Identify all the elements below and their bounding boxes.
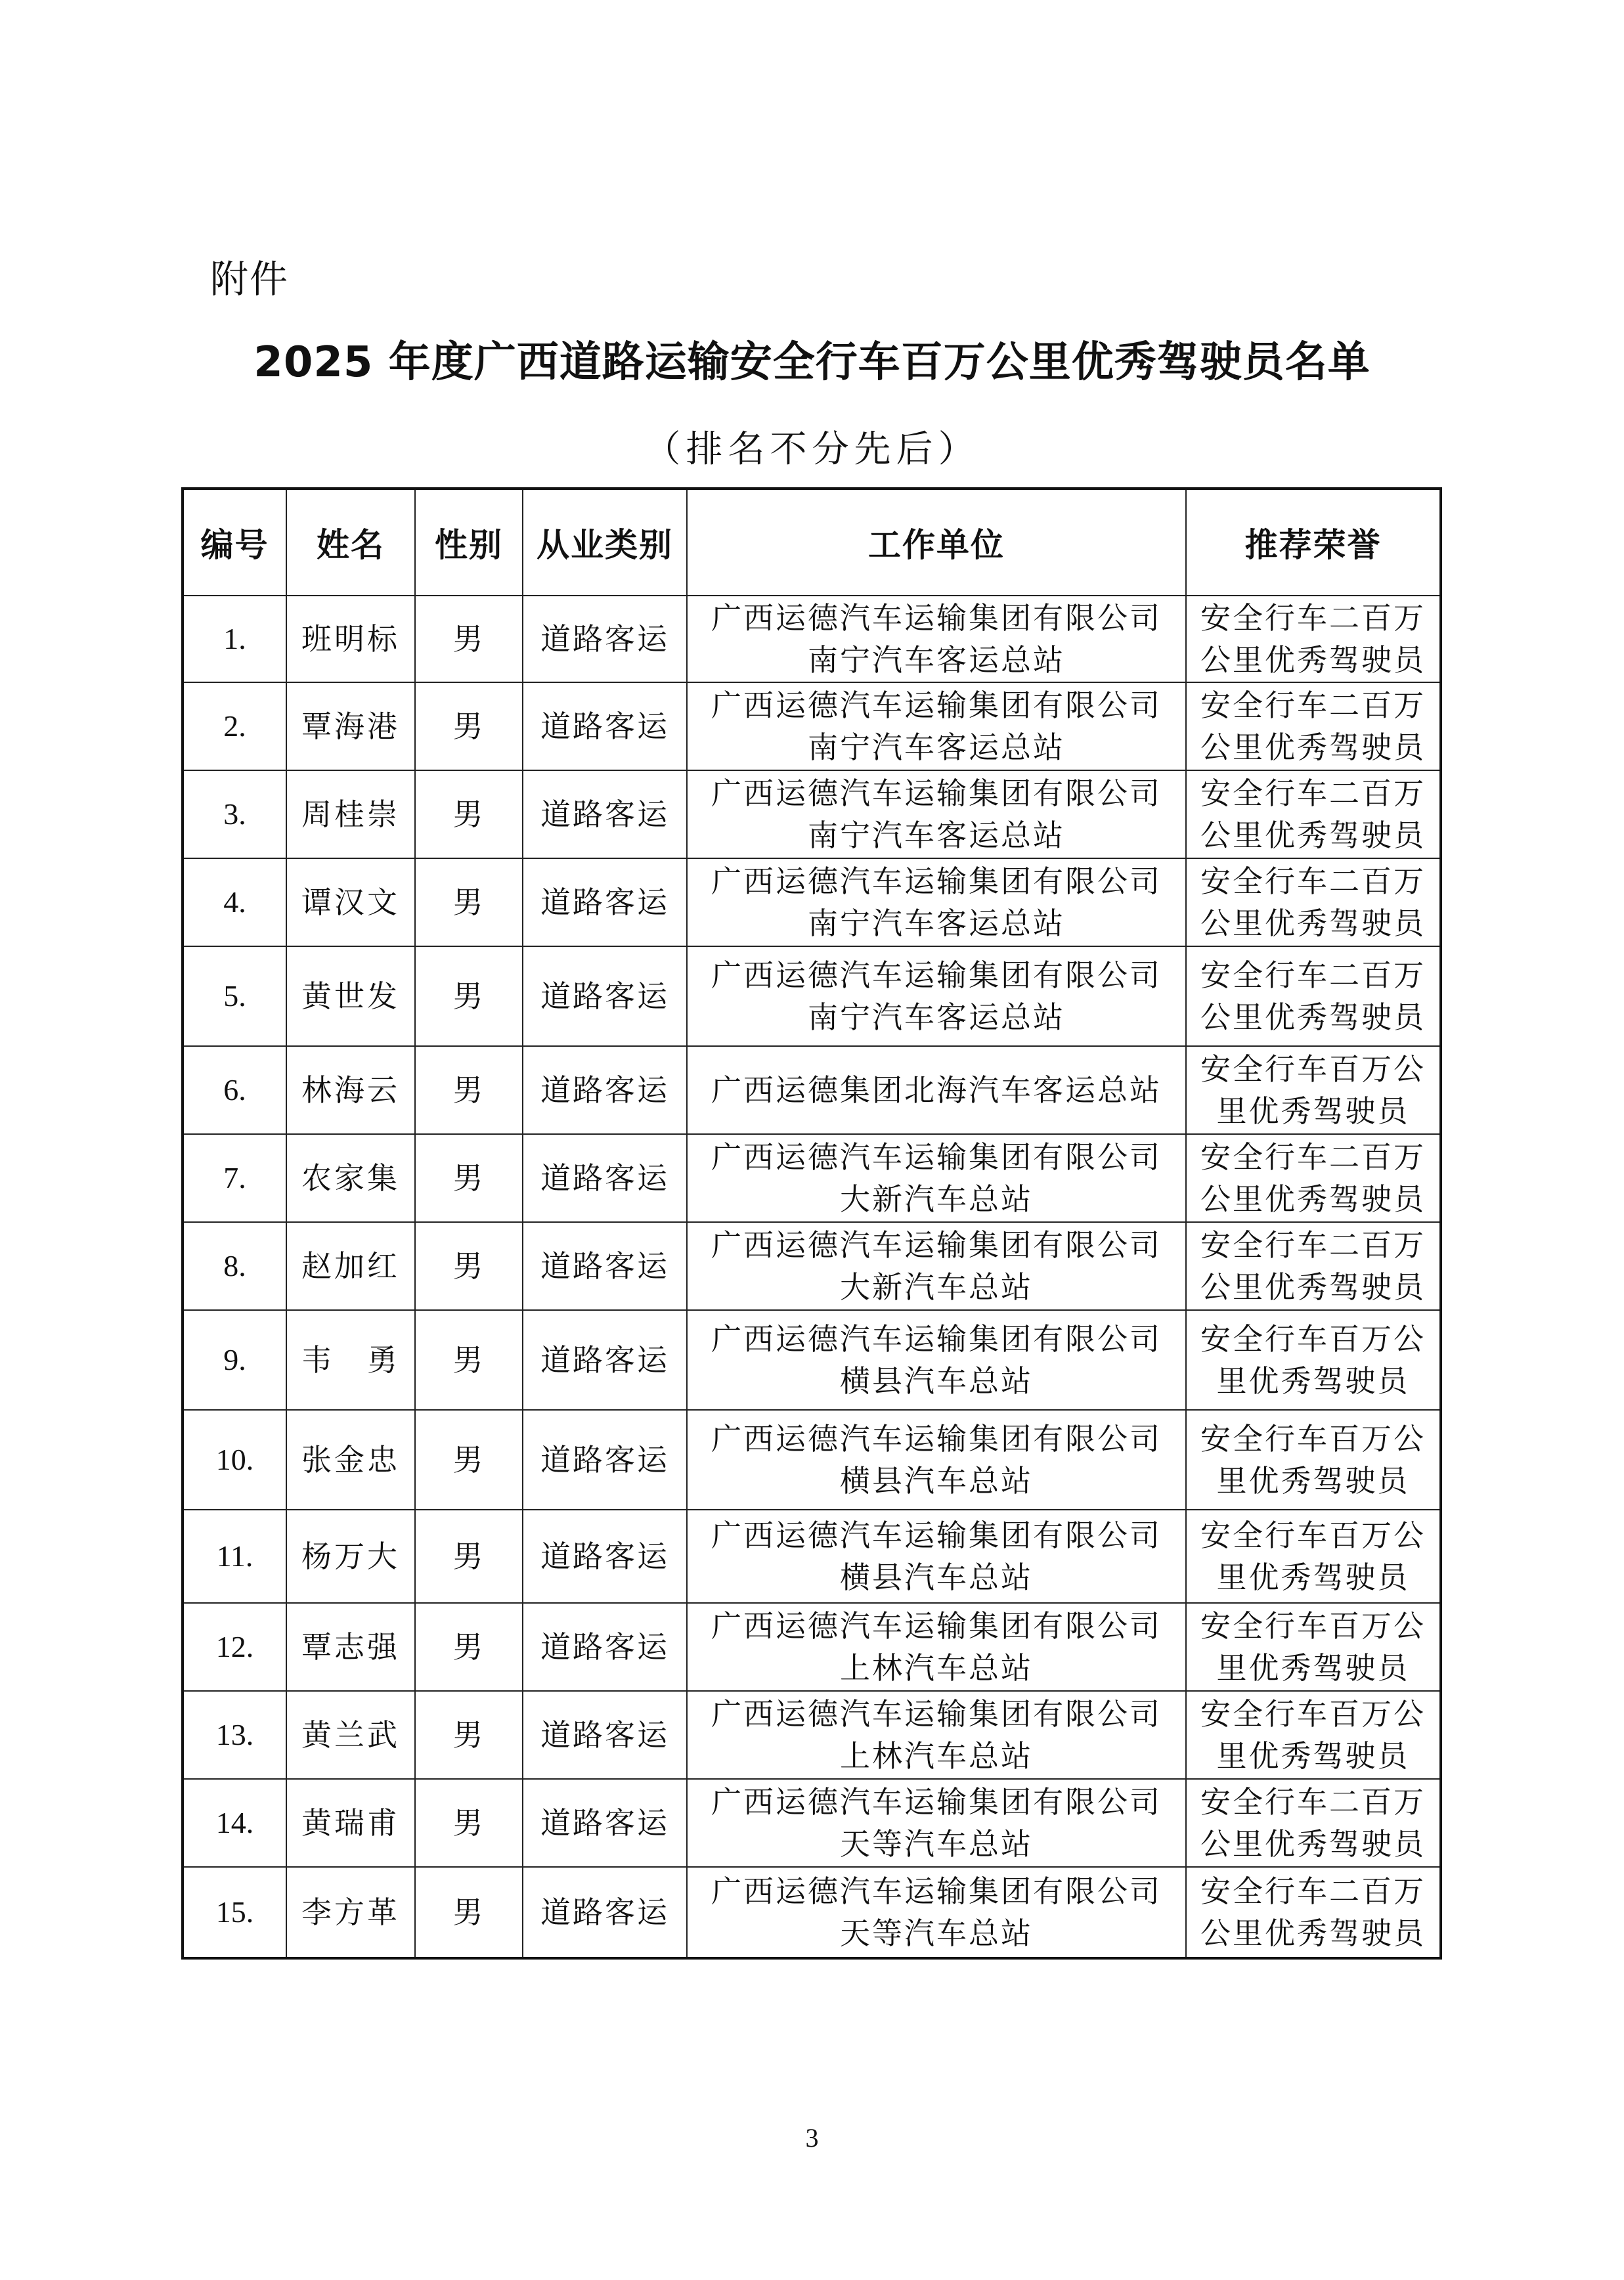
- row-number: 3.: [183, 770, 286, 858]
- driver-gender: 男: [415, 946, 523, 1046]
- document-subtitle: （排名不分先后）: [644, 428, 980, 471]
- table-row: [183, 1310, 1441, 1410]
- honor-line: 里优秀驾驶员: [1216, 1738, 1410, 1774]
- row-number: 4.: [183, 858, 286, 946]
- honor-line: 公里优秀驾驶员: [1200, 730, 1426, 765]
- work-unit-line: 广西运德汽车运输集团有限公司: [711, 688, 1162, 723]
- table-row: [183, 770, 1441, 858]
- driver-gender: 男: [415, 858, 523, 946]
- driver-gender: 男: [415, 1867, 523, 1958]
- work-unit-line: 南宁汽车客运总站: [808, 906, 1065, 941]
- driver-category: 道路客运: [523, 1510, 687, 1603]
- driver-gender: 男: [415, 1691, 523, 1779]
- page-number: 3: [805, 2123, 819, 2153]
- driver-gender: 男: [415, 1510, 523, 1603]
- recommended-honor: [1186, 682, 1441, 770]
- row-number: 8.: [183, 1222, 286, 1310]
- driver-category: 道路客运: [523, 1410, 687, 1510]
- driver-name: 农家集: [286, 1134, 415, 1222]
- honor-line: 公里优秀驾驶员: [1200, 906, 1426, 941]
- header-category: 从业类别: [523, 489, 687, 596]
- honor-line: 安全行车二百万: [1200, 1874, 1426, 1909]
- honor-line: 公里优秀驾驶员: [1200, 1916, 1426, 1951]
- work-unit: [687, 770, 1186, 858]
- driver-gender: 男: [415, 1310, 523, 1410]
- table-row: [183, 1510, 1441, 1603]
- row-number: 7.: [183, 1134, 286, 1222]
- work-unit-line: 南宁汽车客运总站: [808, 818, 1065, 853]
- driver-name: 覃海港: [286, 682, 415, 770]
- work-unit-line: 广西运德汽车运输集团有限公司: [711, 1874, 1162, 1909]
- honor-line: 安全行车百万公: [1200, 1321, 1426, 1357]
- document-title: 2025 年度广西道路运输安全行车百万公里优秀驾驶员名单: [253, 338, 1371, 387]
- recommended-honor: [1186, 1134, 1441, 1222]
- driver-name: 谭汉文: [286, 858, 415, 946]
- work-unit-line: 广西运德汽车运输集团有限公司: [711, 1421, 1162, 1457]
- recommended-honor: [1186, 858, 1441, 946]
- driver-gender: 男: [415, 1779, 523, 1867]
- honor-line: 安全行车百万公: [1200, 1421, 1426, 1457]
- driver-category: 道路客运: [523, 1046, 687, 1134]
- honor-line: 安全行车百万公: [1200, 1051, 1426, 1087]
- work-unit-line: 南宁汽车客运总站: [808, 999, 1065, 1035]
- driver-gender: 男: [415, 1046, 523, 1134]
- work-unit-line: 南宁汽车客运总站: [808, 642, 1065, 678]
- work-unit-line: 广西运德汽车运输集团有限公司: [711, 864, 1162, 899]
- honor-line: 里优秀驾驶员: [1216, 1093, 1410, 1129]
- table-row: [183, 1691, 1441, 1779]
- driver-category: 道路客运: [523, 682, 687, 770]
- driver-name: 赵加红: [286, 1222, 415, 1310]
- driver-name: 覃志强: [286, 1603, 415, 1691]
- table-row: [183, 1867, 1441, 1958]
- header-number: 编号: [183, 489, 286, 596]
- table-row: [183, 946, 1441, 1046]
- row-number: 10.: [183, 1410, 286, 1510]
- honor-line: 安全行车二百万: [1200, 1139, 1426, 1175]
- recommended-honor: [1186, 1410, 1441, 1510]
- table-row: [183, 1222, 1441, 1310]
- recommended-honor: [1186, 1046, 1441, 1134]
- driver-category: 道路客运: [523, 1310, 687, 1410]
- honor-line: 里优秀驾驶员: [1216, 1363, 1410, 1399]
- driver-name: 张金忠: [286, 1410, 415, 1510]
- work-unit-line: 上林汽车总站: [840, 1738, 1033, 1774]
- recommended-honor: [1186, 1222, 1441, 1310]
- driver-gender: 男: [415, 1410, 523, 1510]
- honor-line: 里优秀驾驶员: [1216, 1650, 1410, 1686]
- row-number: 1.: [183, 596, 286, 682]
- row-number: 14.: [183, 1779, 286, 1867]
- honor-line: 安全行车百万公: [1200, 1696, 1426, 1732]
- driver-category: 道路客运: [523, 858, 687, 946]
- honor-line: 公里优秀驾驶员: [1200, 642, 1426, 678]
- honor-line: 安全行车二百万: [1200, 957, 1426, 993]
- work-unit-line: 广西运德汽车运输集团有限公司: [711, 1518, 1162, 1553]
- honor-line: 公里优秀驾驶员: [1200, 1181, 1426, 1217]
- work-unit-line: 南宁汽车客运总站: [808, 730, 1065, 765]
- work-unit: [687, 1779, 1186, 1867]
- honor-line: 里优秀驾驶员: [1216, 1560, 1410, 1595]
- driver-name: 黄瑞甫: [286, 1779, 415, 1867]
- row-number: 6.: [183, 1046, 286, 1134]
- table-row: [183, 858, 1441, 946]
- honor-line: 安全行车百万公: [1200, 1518, 1426, 1553]
- work-unit-line: 广西运德汽车运输集团有限公司: [711, 1784, 1162, 1820]
- work-unit-line: 广西运德集团北海汽车客运总站: [711, 1072, 1162, 1108]
- driver-gender: 男: [415, 682, 523, 770]
- table-row: [183, 1603, 1441, 1691]
- driver-category: 道路客运: [523, 1867, 687, 1958]
- driver-roster-table: [181, 487, 1442, 1960]
- header-gender: 性别: [415, 489, 523, 596]
- driver-name: 韦 勇: [286, 1310, 415, 1410]
- driver-gender: 男: [415, 1134, 523, 1222]
- honor-line: 公里优秀驾驶员: [1200, 1826, 1426, 1862]
- honor-line: 安全行车二百万: [1200, 776, 1426, 811]
- recommended-honor: [1186, 1603, 1441, 1691]
- recommended-honor: [1186, 1691, 1441, 1779]
- table-header-row: [183, 489, 1441, 596]
- driver-name: 周桂崇: [286, 770, 415, 858]
- driver-gender: 男: [415, 1222, 523, 1310]
- honor-line: 安全行车百万公: [1200, 1608, 1426, 1644]
- work-unit-line: 横县汽车总站: [840, 1560, 1033, 1595]
- honor-line: 公里优秀驾驶员: [1200, 818, 1426, 853]
- table-row: [183, 1779, 1441, 1867]
- driver-gender: 男: [415, 1603, 523, 1691]
- driver-name: 班明标: [286, 596, 415, 682]
- driver-name: 黄世发: [286, 946, 415, 1046]
- work-unit-line: 广西运德汽车运输集团有限公司: [711, 1321, 1162, 1357]
- driver-category: 道路客运: [523, 596, 687, 682]
- row-number: 13.: [183, 1691, 286, 1779]
- header-work-unit: 工作单位: [687, 489, 1186, 596]
- table-body: [183, 596, 1441, 1958]
- honor-line: 安全行车二百万: [1200, 600, 1426, 636]
- row-number: 11.: [183, 1510, 286, 1603]
- recommended-honor: [1186, 1779, 1441, 1867]
- work-unit-line: 广西运德汽车运输集团有限公司: [711, 957, 1162, 993]
- work-unit-line: 天等汽车总站: [840, 1916, 1033, 1951]
- work-unit: [687, 1691, 1186, 1779]
- driver-gender: 男: [415, 770, 523, 858]
- work-unit: [687, 1134, 1186, 1222]
- table-row: [183, 1134, 1441, 1222]
- work-unit: [687, 946, 1186, 1046]
- row-number: 5.: [183, 946, 286, 1046]
- recommended-honor: [1186, 1510, 1441, 1603]
- recommended-honor: [1186, 1867, 1441, 1958]
- work-unit-line: 天等汽车总站: [840, 1826, 1033, 1862]
- work-unit: [687, 1310, 1186, 1410]
- table-row: [183, 1046, 1441, 1134]
- work-unit-line: 广西运德汽车运输集团有限公司: [711, 776, 1162, 811]
- attachment-label: 附件: [210, 257, 290, 301]
- driver-category: 道路客运: [523, 1603, 687, 1691]
- row-number: 15.: [183, 1867, 286, 1958]
- work-unit-line: 广西运德汽车运输集团有限公司: [711, 1696, 1162, 1732]
- work-unit: [687, 596, 1186, 682]
- row-number: 9.: [183, 1310, 286, 1410]
- work-unit-line: 广西运德汽车运输集团有限公司: [711, 1139, 1162, 1175]
- driver-name: 杨万大: [286, 1510, 415, 1603]
- work-unit-line: 横县汽车总站: [840, 1463, 1033, 1499]
- recommended-honor: [1186, 946, 1441, 1046]
- driver-gender: 男: [415, 596, 523, 682]
- recommended-honor: [1186, 770, 1441, 858]
- honor-line: 公里优秀驾驶员: [1200, 999, 1426, 1035]
- work-unit: [687, 1603, 1186, 1691]
- header-honor: 推荐荣誉: [1186, 489, 1441, 596]
- work-unit-line: 广西运德汽车运输集团有限公司: [711, 600, 1162, 636]
- table-row: [183, 682, 1441, 770]
- table-row: [183, 596, 1441, 682]
- honor-line: 安全行车二百万: [1200, 1784, 1426, 1820]
- driver-category: 道路客运: [523, 1779, 687, 1867]
- work-unit: [687, 682, 1186, 770]
- header-name: 姓名: [286, 489, 415, 596]
- work-unit-line: 横县汽车总站: [840, 1363, 1033, 1399]
- driver-category: 道路客运: [523, 770, 687, 858]
- honor-line: 公里优秀驾驶员: [1200, 1269, 1426, 1305]
- recommended-honor: [1186, 596, 1441, 682]
- row-number: 2.: [183, 682, 286, 770]
- honor-line: 安全行车二百万: [1200, 864, 1426, 899]
- recommended-honor: [1186, 1310, 1441, 1410]
- row-number: 12.: [183, 1603, 286, 1691]
- driver-name: 林海云: [286, 1046, 415, 1134]
- work-unit: [687, 1222, 1186, 1310]
- driver-category: 道路客运: [523, 946, 687, 1046]
- driver-category: 道路客运: [523, 1222, 687, 1310]
- work-unit-line: 上林汽车总站: [840, 1650, 1033, 1686]
- honor-line: 安全行车二百万: [1200, 1227, 1426, 1263]
- work-unit-line: 广西运德汽车运输集团有限公司: [711, 1227, 1162, 1263]
- driver-category: 道路客运: [523, 1134, 687, 1222]
- honor-line: 安全行车二百万: [1200, 688, 1426, 723]
- work-unit-line: 大新汽车总站: [840, 1181, 1033, 1217]
- work-unit: [687, 1510, 1186, 1603]
- honor-line: 里优秀驾驶员: [1216, 1463, 1410, 1499]
- work-unit: [687, 1867, 1186, 1958]
- work-unit: [687, 858, 1186, 946]
- work-unit: [687, 1046, 1186, 1134]
- driver-name: 李方革: [286, 1867, 415, 1958]
- work-unit-line: 广西运德汽车运输集团有限公司: [711, 1608, 1162, 1644]
- work-unit-line: 大新汽车总站: [840, 1269, 1033, 1305]
- driver-name: 黄兰武: [286, 1691, 415, 1779]
- table-row: [183, 1410, 1441, 1510]
- driver-category: 道路客运: [523, 1691, 687, 1779]
- work-unit: [687, 1410, 1186, 1510]
